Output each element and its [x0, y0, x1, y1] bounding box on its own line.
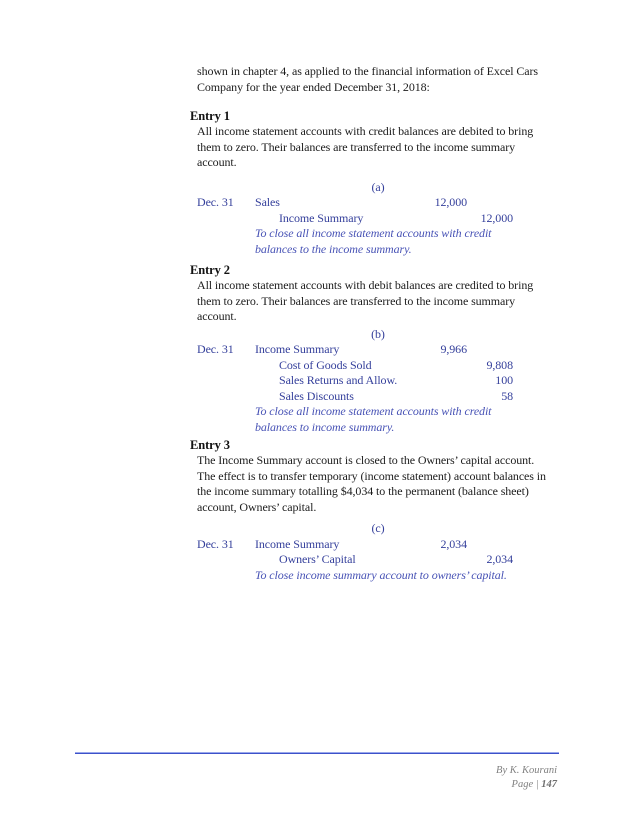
journal-a-label: (a): [371, 179, 385, 194]
footer-page-indicator: [496, 778, 557, 792]
footer-author: By K. Kourani: [496, 765, 557, 776]
journal-account: Sales Discounts: [279, 388, 354, 403]
journal-debit-amount: [407, 358, 467, 374]
journal-credit-amount: [467, 342, 513, 358]
journal-b-label: (b): [371, 326, 385, 341]
journal-b-row-credit-3: [197, 389, 513, 405]
journal-b-row-credit-1: [197, 358, 513, 374]
journal-b-row-debit: [197, 342, 513, 358]
journal-b-note: To close all income statement accounts with credit balances to income summary.: [255, 404, 492, 434]
footer-divider-rule: [75, 752, 559, 754]
journal-date: [197, 373, 255, 389]
journal-account: Sales Returns and Allow.: [279, 373, 398, 387]
journal-debit-amount: [407, 552, 467, 568]
journal-credit-amount: 100: [495, 373, 513, 387]
journal-account: Income Summary: [255, 342, 340, 356]
journal-entry-a: [197, 180, 513, 258]
journal-c-row-credit: [197, 552, 513, 568]
journal-debit-amount: [407, 211, 467, 227]
journal-c-note: To close income summary account to owners’ capital.: [255, 567, 507, 582]
entry-2-description: All income statement accounts with debit balances are credited to bring them to zero. Their balances are transferred to the income summary account.: [197, 278, 534, 323]
journal-date: Dec. 31: [197, 536, 234, 551]
journal-b-row-credit-2: [197, 373, 513, 389]
page-footer: [496, 764, 557, 791]
journal-a-row-credit: [197, 211, 513, 227]
journal-credit-amount: [467, 195, 513, 211]
journal-date: Dec. 31: [197, 342, 234, 356]
journal-c-label: (c): [371, 521, 385, 535]
journal-credit-amount: 58: [501, 388, 513, 403]
footer-page-label: Page |: [511, 778, 542, 790]
entry-1-heading: Entry 1: [190, 109, 230, 123]
journal-c-row-debit: [197, 537, 513, 553]
journal-credit-amount: 9,808: [486, 357, 513, 372]
journal-debit-amount: 2,034: [440, 536, 467, 551]
journal-a-note: To close all income statement accounts with credit balances to the income summary.: [255, 226, 492, 256]
journal-date: Dec. 31: [197, 195, 234, 209]
journal-debit-amount: 12,000: [434, 195, 467, 209]
journal-account: Income Summary: [279, 210, 364, 225]
journal-entry-b: [197, 327, 513, 436]
journal-credit-amount: 2,034: [486, 552, 513, 566]
journal-debit-amount: [407, 389, 467, 405]
journal-a-row-debit: [197, 195, 513, 211]
journal-account: Cost of Goods Sold: [279, 357, 372, 372]
journal-account: Income Summary: [255, 536, 340, 551]
intro-paragraph: shown in chapter 4, as applied to the financial information of Excel Cars Company for the year ended December 31, 2018:: [197, 64, 538, 94]
journal-debit-amount: [407, 373, 467, 389]
entry-2-heading: Entry 2: [190, 263, 230, 277]
journal-account: Sales: [255, 195, 280, 209]
journal-credit-amount: [467, 537, 513, 553]
journal-date: [197, 552, 255, 568]
journal-credit-amount: 12,000: [480, 210, 513, 225]
entry-1-description: All income statement accounts with credit balances are debited to bring them to zero. Their balances are transferred to the income summary account.: [197, 124, 534, 169]
entry-3-heading: Entry 3: [190, 438, 230, 452]
journal-debit-amount: 9,966: [440, 342, 467, 356]
journal-account: Owners’ Capital: [279, 552, 356, 566]
entry-3-description: The Income Summary account is closed to the Owners’ capital account. The effect is to transfer temporary (income statement) account balances in the income summary totalling $4,034 to the permanent (balance sheet) account, Owners’ capital.: [197, 453, 546, 514]
journal-entry-c: [197, 521, 513, 583]
journal-date: [197, 389, 255, 405]
page-content: [190, 64, 551, 583]
footer-page-number: 147: [541, 778, 557, 790]
journal-date: [197, 211, 255, 227]
journal-date: [197, 358, 255, 374]
